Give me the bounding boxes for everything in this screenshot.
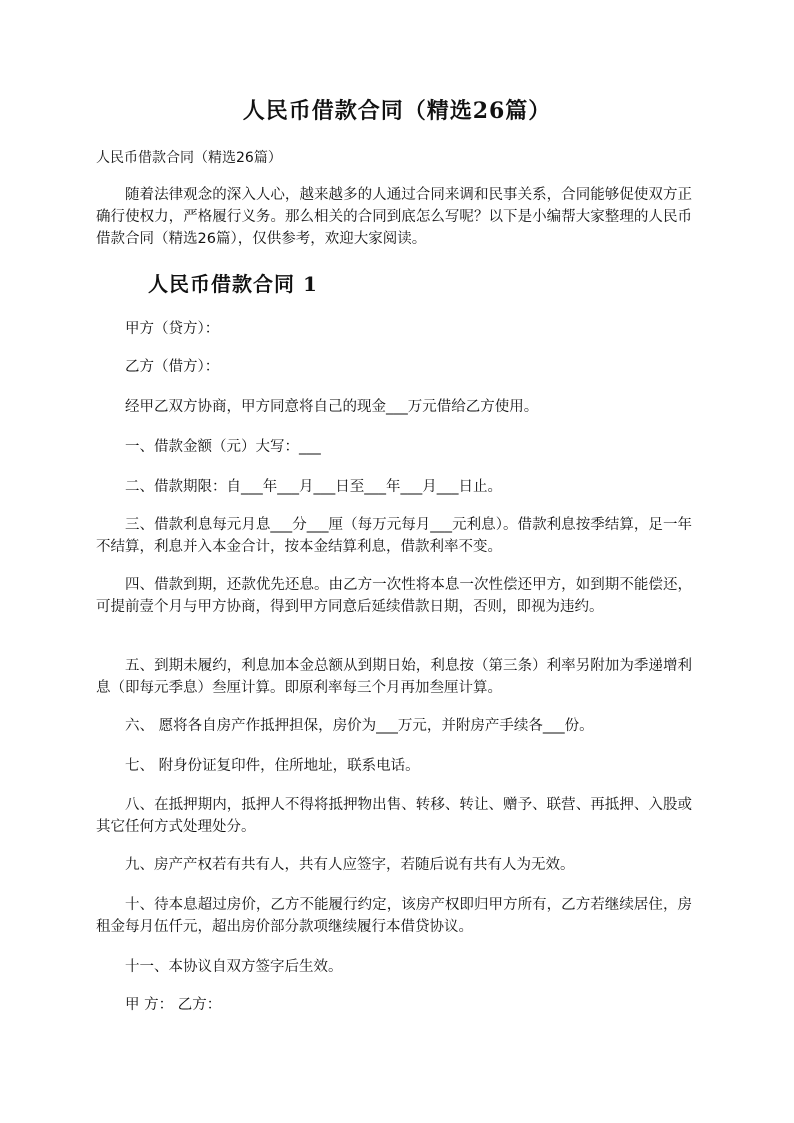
clause-3: 三、借款利息每元月息___分___厘（每万元每月___元利息）。借款利息按季结算，足一年不结算，利息并入本金合计，按本金结算利息，借款利率不变。 <box>96 517 692 555</box>
party-a-line: 甲方（贷方）： <box>125 321 220 337</box>
clause-5: 五、到期未履约，利息加本金总额从到期日始，利息按（第三条）利率另附加为季递增利息（即每元季息）叁厘计算。即原利率每三个月再加叁厘计算。 <box>96 658 692 696</box>
intro-paragraph: 随着法律观念的深入人心，越来越多的人通过合同来调和民事关系，合同能够促使双方正确行使权力，严格履行义务。那么相关的合同到底怎么写呢？以下是小编帮大家整理的人民币借款合同（精选26篇），仅供参考，欢迎大家阅读。 <box>96 187 692 247</box>
signature-line: 甲 方： 乙方： <box>125 997 222 1013</box>
clause-11: 十一、本协议自双方签字后生效。 <box>125 959 343 975</box>
clause-10: 十、待本息超过房价，乙方不能履行约定，该房产权即归甲方所有，乙方若继续居住，房租金每月伍仟元，超出房价部分款项继续履行本借贷协议。 <box>96 897 692 935</box>
agreement-intro: 经甲乙双方协商，甲方同意将自己的现金___万元借给乙方使用。 <box>125 399 539 415</box>
section-heading: 人民币借款合同 1 <box>148 272 318 296</box>
clause-8: 八、在抵押期内，抵押人不得将抵押物出售、转移、转让、赠予、联营、再抵押、入股或其它任何方式处理处分。 <box>96 797 692 835</box>
clause-7: 七、 附身份证复印件，住所地址，联系电话。 <box>125 758 420 774</box>
party-b-line: 乙方（借方）： <box>125 359 220 375</box>
clause-9: 九、房产产权若有共有人，共有人应签字，若随后说有共有人为无效。 <box>125 857 575 873</box>
clause-6: 六、 愿将各自房产作抵押担保，房价为___万元，并附房产手续各___份。 <box>125 718 594 734</box>
document-title: 人民币借款合同（精选26篇） <box>242 98 552 124</box>
document-subtitle: 人民币借款合同（精选26篇） <box>96 150 282 166</box>
clause-2: 二、借款期限：自___年___月___日至___年___月___日止。 <box>125 479 502 495</box>
clause-4: 四、借款到期，还款优先还息。由乙方一次性将本息一次性偿还甲方，如到期不能偿还，可提前壹个月与甲方协商，得到甲方同意后延续借款日期，否则，即视为违约。 <box>96 577 692 615</box>
clause-1: 一、借款金额（元）大写：___ <box>125 439 321 455</box>
